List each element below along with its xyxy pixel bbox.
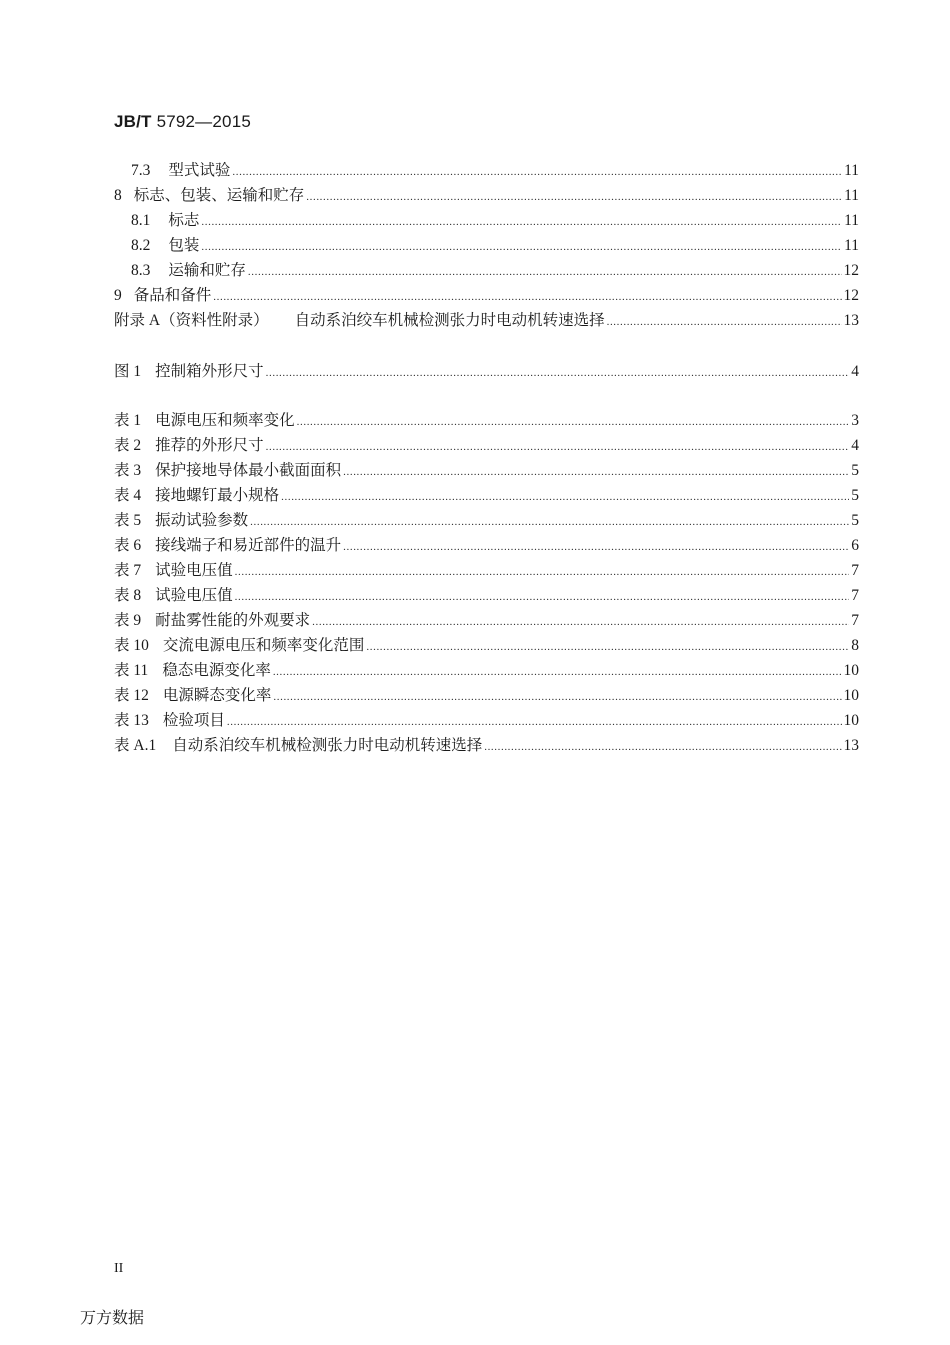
toc-entry-number: 表 12 xyxy=(114,687,149,704)
toc-entry-7-3[interactable] xyxy=(131,159,859,183)
toc-entry-title: 检验项目 xyxy=(162,712,225,729)
toc-entry-title: 保护接地导体最小截面面积 xyxy=(155,462,342,479)
toc-entry-table-1[interactable] xyxy=(114,409,859,433)
leader-dots xyxy=(266,361,850,385)
leader-dots xyxy=(248,260,842,284)
leader-dots xyxy=(306,185,842,209)
toc-entry-number: 附录 A（资料性附录） xyxy=(114,312,269,329)
toc-entry-8-2[interactable] xyxy=(131,234,859,258)
toc-entry-page: 11 xyxy=(844,162,859,179)
toc-entry-title: 试验电压值 xyxy=(155,562,233,579)
leader-dots xyxy=(201,235,842,259)
leader-dots xyxy=(273,660,842,684)
toc-entry-title: 振动试验参数 xyxy=(155,512,249,529)
toc-entry-title: 运输和贮存 xyxy=(168,262,246,279)
toc-entry-page: 11 xyxy=(844,237,859,254)
toc-entry-title: 推荐的外形尺寸 xyxy=(155,437,264,454)
leader-dots xyxy=(297,410,850,434)
toc-entry-page: 4 xyxy=(851,437,859,454)
toc-entry-title: 试验电压值 xyxy=(155,587,233,604)
document-code-number: 5792—2015 xyxy=(151,112,252,131)
toc-entry-page: 10 xyxy=(843,687,859,704)
toc-entry-page: 13 xyxy=(843,737,859,754)
leader-dots xyxy=(232,160,842,184)
toc-entry-page: 13 xyxy=(843,312,859,329)
toc-entry-title: 稳态电源变化率 xyxy=(162,662,271,679)
toc-entry-title: 备品和备件 xyxy=(133,287,212,304)
toc-entry-page: 5 xyxy=(851,512,859,529)
leader-dots xyxy=(273,685,841,709)
toc-entry-page: 7 xyxy=(851,587,859,604)
leader-dots xyxy=(235,585,850,609)
toc-entry-9[interactable] xyxy=(114,284,859,308)
toc-entry-number: 表 4 xyxy=(114,487,142,504)
toc-entry-number: 表 5 xyxy=(114,512,142,529)
toc-entry-number: 表 10 xyxy=(114,637,149,654)
toc-entry-table-2[interactable] xyxy=(114,434,859,458)
toc-entry-number: 8.3 xyxy=(131,262,151,279)
toc-entry-number: 表 1 xyxy=(114,412,142,429)
toc-entry-title: 自动系泊绞车机械检测张力时电动机转速选择 xyxy=(294,312,605,329)
document-code xyxy=(114,112,251,132)
leader-dots xyxy=(343,535,849,559)
leader-dots xyxy=(281,485,849,509)
toc-entry-page: 7 xyxy=(851,612,859,629)
leader-dots xyxy=(607,310,842,334)
toc-entry-page: 10 xyxy=(843,712,859,729)
leader-dots xyxy=(484,735,841,759)
leader-dots xyxy=(343,460,849,484)
toc-entry-table-3[interactable] xyxy=(114,459,859,483)
toc-entry-number: 8.2 xyxy=(131,237,151,254)
toc-entry-table-9[interactable] xyxy=(114,609,859,633)
source-watermark: 万方数据 xyxy=(80,1308,145,1327)
toc-entry-title: 标志 xyxy=(168,212,200,229)
leader-dots xyxy=(213,285,841,309)
toc-entry-title: 标志、包装、运输和贮存 xyxy=(133,187,305,204)
leader-dots xyxy=(266,435,850,459)
toc-entry-number: 图 1 xyxy=(114,363,142,380)
toc-entry-number: 表 A.1 xyxy=(114,737,157,754)
toc-entry-title: 控制箱外形尺寸 xyxy=(155,363,264,380)
toc-entry-8[interactable] xyxy=(114,184,859,208)
page-number: II xyxy=(114,1261,124,1276)
toc-entry-number: 表 11 xyxy=(114,662,149,679)
toc-entry-page: 6 xyxy=(851,537,859,554)
toc-entry-page: 12 xyxy=(843,287,859,304)
leader-dots xyxy=(235,560,850,584)
toc-entry-title: 电源瞬态变化率 xyxy=(162,687,272,704)
toc-entry-number: 8 xyxy=(114,187,122,204)
toc-entry-page: 10 xyxy=(843,662,859,679)
leader-dots xyxy=(250,510,849,534)
toc-entry-title: 型式试验 xyxy=(168,162,231,179)
toc-entry-number: 表 6 xyxy=(114,537,142,554)
toc-entry-title: 电源电压和频率变化 xyxy=(155,412,295,429)
toc-entry-title: 耐盐雾性能的外观要求 xyxy=(155,612,311,629)
toc-entry-title: 交流电源电压和频率变化范围 xyxy=(162,637,365,654)
toc-entry-page: 8 xyxy=(851,637,859,654)
toc-entry-page: 5 xyxy=(851,487,859,504)
toc-entry-table-8[interactable] xyxy=(114,584,859,608)
toc-entry-number: 表 8 xyxy=(114,587,142,604)
leader-dots xyxy=(366,635,849,659)
toc-entry-page: 7 xyxy=(851,562,859,579)
toc-entry-table-10[interactable] xyxy=(114,634,859,658)
toc-entry-number: 表 2 xyxy=(114,437,142,454)
toc-entry-8-1[interactable] xyxy=(131,209,859,233)
toc-entry-title: 包装 xyxy=(168,237,200,254)
toc-entry-table-6[interactable] xyxy=(114,534,859,558)
toc-entry-annex-a[interactable] xyxy=(114,309,859,333)
toc-entry-table-13[interactable] xyxy=(114,709,859,733)
toc-entry-page: 4 xyxy=(851,363,859,380)
toc-entry-page: 5 xyxy=(851,462,859,479)
toc-entry-table-12[interactable] xyxy=(114,684,859,708)
toc-entry-table-7[interactable] xyxy=(114,559,859,583)
toc-entry-number: 7.3 xyxy=(131,162,151,179)
toc-entry-number: 8.1 xyxy=(131,212,151,229)
toc-entry-page: 11 xyxy=(844,212,859,229)
toc-entry-title: 接线端子和易近部件的温升 xyxy=(155,537,342,554)
toc-entry-title: 自动系泊绞车机械检测张力时电动机转速选择 xyxy=(172,737,483,754)
toc-entry-table-11[interactable] xyxy=(114,659,859,683)
toc-entry-number: 9 xyxy=(114,287,122,304)
toc-entry-page: 3 xyxy=(851,412,859,429)
toc-entry-table-4[interactable] xyxy=(114,484,859,508)
toc-entry-table-a-1[interactable] xyxy=(114,734,859,758)
leader-dots xyxy=(201,210,842,234)
toc-entry-number: 表 13 xyxy=(114,712,149,729)
toc-entry-title: 接地螺钉最小规格 xyxy=(155,487,280,504)
toc-entry-page: 12 xyxy=(843,262,859,279)
toc-entry-page: 11 xyxy=(844,187,859,204)
toc-entry-number: 表 7 xyxy=(114,562,142,579)
toc-entry-table-5[interactable] xyxy=(114,509,859,533)
toc-entry-figure-1[interactable] xyxy=(114,360,859,384)
toc-entry-number: 表 9 xyxy=(114,612,142,629)
leader-dots xyxy=(227,710,842,734)
toc-entry-number: 表 3 xyxy=(114,462,142,479)
document-code-prefix: JB/T xyxy=(114,112,152,131)
leader-dots xyxy=(312,610,849,634)
toc-entry-8-3[interactable] xyxy=(131,259,859,283)
